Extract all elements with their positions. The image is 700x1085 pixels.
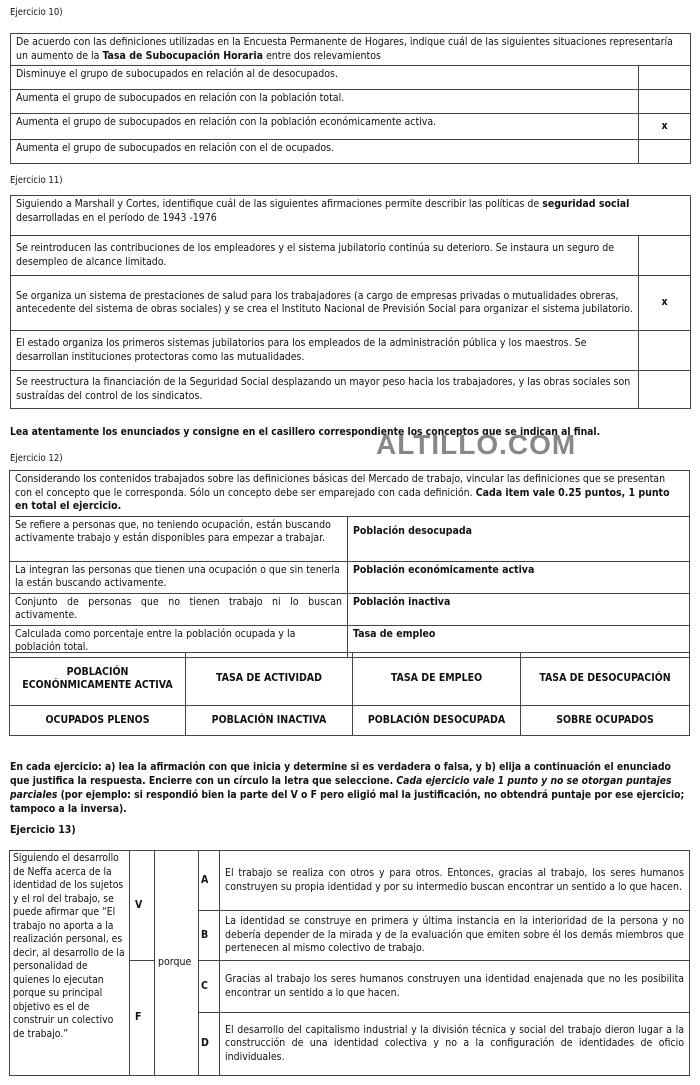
definition-row — [10, 516, 690, 561]
option-row[interactable] — [11, 140, 691, 164]
ej12-question: Considerando los contenidos trabajados sobre las definiciones básicas del Mercado de trabajo, vincular las definiciones que se presentan con el concepto que le corresponda. Sólo un concepto debe ser emparejado con cada definición. Cada item vale 0.25 puntos, 1 punto en total el ejercicio. — [10, 471, 690, 517]
answer-cell[interactable] — [639, 371, 691, 409]
option-letter[interactable]: C — [199, 961, 220, 1013]
concept: TASA DE EMPLEO — [353, 653, 521, 706]
ej13-label: Ejercicio 13) — [10, 824, 76, 836]
ej11-label: Ejercicio 11) — [10, 175, 63, 186]
option-text: El desarrollo del capitalismo industrial y la división técnica y social del trabajo dieron lugar a la construcción de una identidad colectiva y no a la configuración de identidades de oficio individuales. — [220, 1013, 690, 1076]
definition-text: La integran las personas que tienen una ocupación o que sin tenerla la están buscando activamente. — [10, 561, 348, 593]
statement: Siguiendo el desarrollo de Neffa acerca de la identidad de los sujetos y el rol del trabajo, se puede afirmar que “El trabajo no aporta a la realización personal, es decir, al desarrollo de la personalidad de quienes lo ejecutan porque su principal objetivo es el de construir un colectivo de trabajo.” — [10, 851, 130, 1076]
answer-cell[interactable] — [639, 66, 691, 90]
concepts-grid — [9, 652, 690, 736]
option-row[interactable] — [11, 331, 691, 371]
ej12-label: Ejercicio 12) — [10, 453, 63, 464]
definition-text: Calculada como porcentaje entre la población ocupada y la población total. — [10, 625, 348, 657]
option-row[interactable] — [11, 90, 691, 114]
concept: TASA DE DESOCUPACIÓN — [521, 653, 690, 706]
ej10-label: Ejercicio 10) — [10, 7, 63, 18]
option-text: Aumenta el grupo de subocupados en relación con el de ocupados. — [11, 140, 639, 164]
option-text: El estado organiza los primeros sistemas jubilatorios para los empleados de la administración pública y los maestros. Se desarrollan instituciones protectoras como las mutualidades. — [11, 331, 639, 371]
concept: POBLACIÓN ECONÓNMICAMENTE ACTIVA — [10, 653, 186, 706]
answer-field[interactable]: Población desocupada — [348, 516, 690, 561]
answer-cell[interactable]: x — [639, 276, 691, 331]
answer-field[interactable]: Población inactiva — [348, 593, 690, 625]
ej13-table — [9, 850, 690, 1076]
option-row[interactable] — [11, 276, 691, 331]
ej11-question: Siguiendo a Marshall y Cortes, identifique cuál de las siguientes afirmaciones permite describir las políticas de seguridad social desarrolladas en el período de 1943 -1976 — [11, 196, 691, 236]
answer-cell[interactable] — [639, 331, 691, 371]
option-text: Gracias al trabajo los seres humanos construyen una identidad enajenada que no les posibilita encontrar un sentido a lo que hacen. — [220, 961, 690, 1013]
ej11-table — [10, 195, 691, 409]
false-option[interactable]: F — [130, 961, 155, 1076]
option-text: Se organiza un sistema de prestaciones de salud para los trabajadores (a cargo de empresas privadas o mutualidades obreras, antecedente del sistema de obras sociales) y se crea el Instituto Nacional de Previsión Social para organizar el sistema jubilatorio. — [11, 276, 639, 331]
option-text: Se reestructura la financiación de la Seguridad Social desplazando un mayor peso hacia los trabajadores, y las obras sociales son sustraídas del control de los sindicatos. — [11, 371, 639, 409]
option-row[interactable] — [11, 114, 691, 140]
option-row[interactable] — [11, 236, 691, 276]
ej10-table — [10, 33, 691, 164]
option-text: La identidad se construye en primera y última instancia en la interioridad de la persona y no debería depender de la mirada y de la evaluación que emiten sobre él los demás miembros que pertenecen al mismo colectivo de trabajo. — [220, 911, 690, 961]
option-text: Aumenta el grupo de subocupados en relación con la población económicamente activa. — [11, 114, 639, 140]
option-letter[interactable]: A — [199, 851, 220, 911]
answer-field[interactable]: Población económicamente activa — [348, 561, 690, 593]
answer-field[interactable]: Tasa de empleo — [348, 625, 690, 657]
definition-text: Se refiere a personas que, no teniendo ocupación, están buscando activamente trabajo y están disponibles para empezar a trabajar. — [10, 516, 348, 561]
definition-row — [10, 561, 690, 593]
answer-cell[interactable] — [639, 236, 691, 276]
watermark: ALTILLO.COM — [376, 429, 577, 460]
answer-cell[interactable] — [639, 90, 691, 114]
answer-cell[interactable]: x — [639, 114, 691, 140]
option-text: Aumenta el grupo de subocupados en relación con la población total. — [11, 90, 639, 114]
instruction: Lea atentamente los enunciados y consigne en el casillero correspondiente los conceptos que se indican al final. — [10, 426, 601, 438]
option-row[interactable] — [11, 66, 691, 90]
option-row[interactable] — [11, 371, 691, 409]
option-letter[interactable]: B — [199, 911, 220, 961]
concept: POBLACIÓN DESOCUPADA — [353, 706, 521, 736]
ej10-question: De acuerdo con las definiciones utilizadas en la Encuesta Permanente de Hogares, indique cuál de las siguientes situaciones representaría un aumento de la Tasa de Subocupación Horaria entre dos relevamientos — [11, 34, 691, 66]
option-text: Se reintroducen las contribuciones de los empleadores y el sistema jubilatorio continúa su deterioro. Se instaura un seguro de desempleo de alcance limitado. — [11, 236, 639, 276]
concept: OCUPADOS PLENOS — [10, 706, 186, 736]
option-text: El trabajo se realiza con otros y para otros. Entonces, gracias al trabajo, los seres humanos construyen su propia identidad y por su intermedio buscan encontrar un sentido a lo que hacen. — [220, 851, 690, 911]
definition-row — [10, 593, 690, 625]
concept: TASA DE ACTIVIDAD — [186, 653, 353, 706]
concept: SOBRE OCUPADOS — [521, 706, 690, 736]
definition-text: Conjunto de personas que no tienen trabajo ni lo buscan activamente. — [10, 593, 348, 625]
answer-cell[interactable] — [639, 140, 691, 164]
true-option[interactable]: V — [130, 851, 155, 961]
option-text: Disminuye el grupo de subocupados en relación al de desocupados. — [11, 66, 639, 90]
instructions-paragraph: En cada ejercicio: a) lea la afirmación con que inicia y determine si es verdadera o falsa, y b) elija a continuación el enunciado que justifica la respuesta. Encierre con un círculo la letra que seleccione. Cada ejercicio vale 1 punto y no se otorgan puntajes parciales (por ejemplo: si respondió bien la parte del V o F pero eligió mal la justificación, no obtendrá puntaje por ese ejercicio; tampoco a la inversa). — [10, 761, 685, 815]
ej12-table — [9, 470, 690, 658]
concept: POBLACIÓN INACTIVA — [186, 706, 353, 736]
option-letter[interactable]: D — [199, 1013, 220, 1076]
porque-label: porque — [155, 851, 199, 1076]
